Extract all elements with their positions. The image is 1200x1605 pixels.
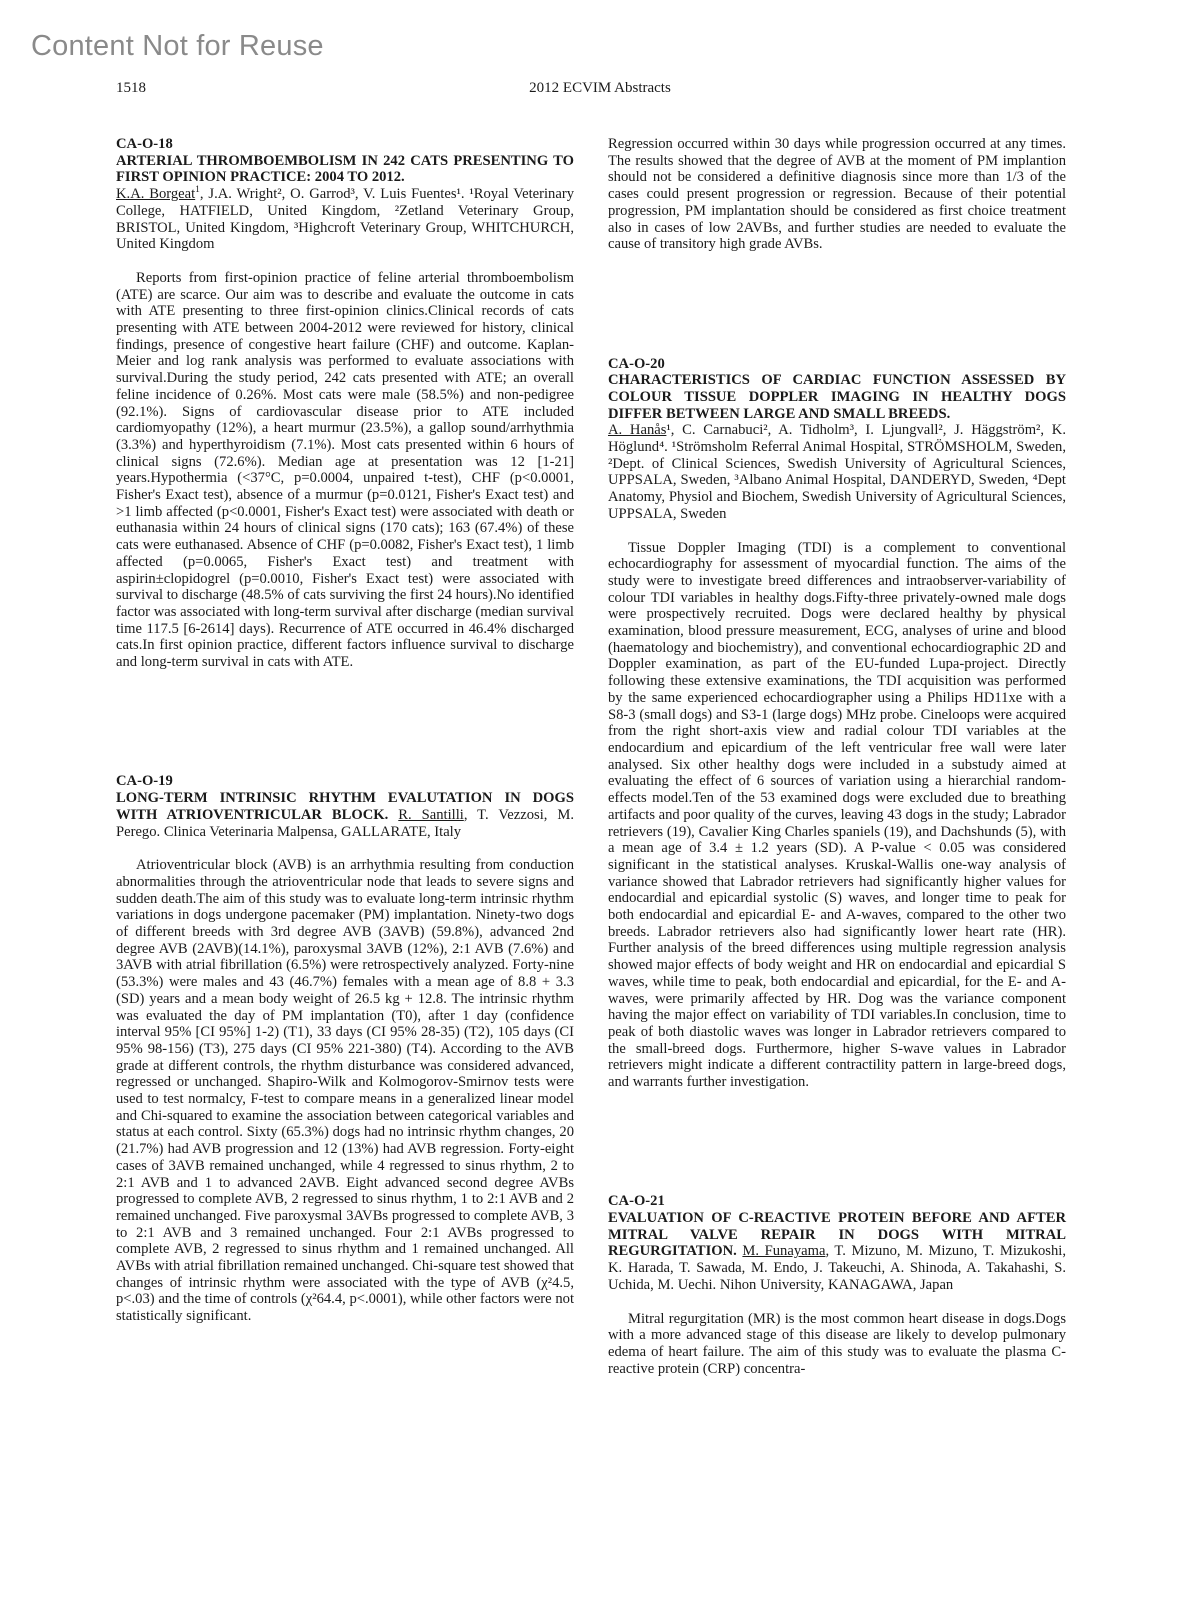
co-authors: ¹, C. Carnabuci², A. Tidholm³, I. Ljungvall², J. Häggström², K. Höglund⁴. ¹Strömsholm Referral Animal Hospital, STRÖMSHOLM, Sweden, ²Dept. of Clinical Sciences, Swedish University of Agricultural Sciences, UPPSALA, Sweden, ³Albano Animal Hospital, DANDERYD, Sweden, ⁴Dept Anatomy, Physiol and Biochem, Swedish University of Agricultural Sciences, UPPSALA, Sweden [608, 422, 1066, 522]
abstract-authors [608, 422, 1066, 522]
affiliation-mark: 1 [195, 185, 200, 196]
section-gap [116, 685, 574, 773]
abstract-id: CA-O-21 [608, 1193, 665, 1210]
abstract-ca-o-20 [608, 356, 1066, 1091]
abstract-title: EVALUATION OF C-REACTIVE PROTEIN BEFORE AND AFTER MITRAL VALVE REPAIR IN DOGS WITH MITRAL REGURGITATION. [608, 1210, 1066, 1260]
abstract-title: CHARACTERISTICS OF CARDIAC FUNCTION ASSESSED BY COLOUR TISSUE DOPPLER IMAGING IN HEALTHY DOGS DIFFER BETWEEN LARGE AND SMALL BREEDS. [608, 372, 1066, 422]
right-column [608, 136, 1066, 1392]
section-gap [608, 1105, 1066, 1193]
presenting-author: A. Hanås [608, 422, 667, 439]
abstract-title-and-authors [116, 790, 574, 840]
abstract-authors [116, 186, 574, 253]
abstract-continuation: Regression occurred within 30 days while progression occurred at any times. The results showed that the degree of AVB at the moment of PM implantion should not be considered a definitive diagnosis since more than 1/3 of the cases could present progression or regression. Because of their potential progression, PM implantation should be considered as first choice treatment also in cases of low 2AVBs, and further studies are needed to evaluate the cause of transitory high grade AVBs. [608, 136, 1066, 253]
abstract-title: ARTERIAL THROMBOEMBOLISM IN 242 CATS PRESENTING TO FIRST OPINION PRACTICE: 2004 TO 2012. [116, 152, 574, 186]
abstract-body: Mitral regurgitation (MR) is the most common heart disease in dogs.Dogs with a more advanced stage of this disease are likely to develop pulmonary edema of heart failure. The aim of this study was to evaluate the plasma C-reactive protein (CRP) concentra- [608, 1310, 1066, 1377]
abstract-ca-o-19 [116, 773, 574, 1325]
section-gap [608, 268, 1066, 356]
co-authors: , T. Vezzosi, M. Perego. Clinica Veterinaria Malpensa, GALLARATE, Italy [116, 806, 575, 840]
abstract-id: CA-O-19 [116, 773, 173, 790]
abstract-id: CA-O-20 [608, 355, 665, 372]
presenting-author: M. Funayama [742, 1243, 826, 1260]
page-number: 1518 [116, 80, 146, 96]
presenting-author: K.A. Borgeat [116, 186, 196, 203]
abstract-id: CA-O-18 [116, 136, 173, 152]
abstract-title-and-authors [608, 1210, 1066, 1294]
abstract-body: Atrioventricular block (AVB) is an arrhythmia resulting from conduction abnormalities through the atrioventricular node that leads to severe signs and sudden death.The aim of this study was to evaluate long-term intrinsic rhythm variations in dogs undergone pacemaker (PM) implantation. Ninety-two dogs of different breeds with 3rd degree AVB (3AVB) (59.8%), advanced 2nd degree AVB (2AVB)(14.1%), paroxysmal 3AVB (12%), 2:1 AVB (7.6%) and 3AVB with atrial fibrillation (6.5%) were retrospectively analyzed. Forty-nine (53.3%) were males and 43 (46.7%) females with a mean age of 8.8 + 3.3 (SD) years and a mean body weight of 26.5 kg + 12.8. The intrinsic rhythm was evaluated the day of PM implantation (T0), after 1 day (confidence interval 95% [CI 95%] 1-2) (T1), 33 days (CI 95% 28-35) (T2), 105 days (CI 95% 98-156) (T3), 275 days (CI 95% 221-380) (T4). According to the AVB grade at different controls, the rhythm disturbance was considered advanced, regressed or unchanged. Shapiro-Wilk and Kolmogorov-Smirnov tests were used to test normalcy, F-test to compare means in a generalized linear model and Chi-squared to examine the association between categorical variables and status at each control. Sixty (65.3%) dogs had no intrinsic rhythm changes, 20 (21.7%) had AVB progression and 12 (13%) had AVB regression. Forty-eight cases of 3AVB remained unchanged, while 4 regressed to sinus rhythm, 2 to 2:1 AVB and 1 to advanced 2AVB. Eight advanced second degree AVBs progressed to complete AVB, 2 regressed to sinus rhythm, 1 to 2:1 AVB and 2 remained unchanged. Five paroxysmal 3AVBs progressed to complete AVB, 3 to 2:1 AVB and 3 remained unchanged. Four 2:1 AVBs progressed to complete AVB, 2 regressed to sinus rhythm and 1 remained unchanged. All AVBs with atrial fibrillation remained unchanged. Chi-square test showed that changes of intrinsic rhythm were associated with the type of AVB (χ²4.5, p<.03) and the time of controls (χ²64.4, p<.0001), while other factors were not statistically significant. [116, 857, 574, 1325]
co-authors: , J.A. Wright², O. Garrod³, V. Luis Fuentes¹. ¹Royal Veterinary College, HATFIELD, United Kingdom, ²Zetland Veterinary Group, BRISTOL, United Kingdom, ³Highcroft Veterinary Group, WHITCHURCH, United Kingdom [116, 186, 574, 253]
presenting-author: R. Santilli [398, 806, 464, 823]
abstract-title: LONG-TERM INTRINSIC RHYTHM EVALUTATION IN DOGS WITH ATRIOVENTRICULAR BLOCK. [116, 790, 574, 823]
running-header [116, 80, 1084, 102]
left-column [116, 136, 574, 1339]
abstract-ca-o-18 [116, 136, 574, 671]
abstract-body: Tissue Doppler Imaging (TDI) is a complement to conventional echocardiography for assessment of myocardial function. The aims of the study were to investigate breed differences and intraobserver-variability of colour TDI variables in healthy dogs.Fifty-three privately-owned male dogs were prospectively recruited. Dogs were declared healthy by physical examination, blood pressure measurement, ECG, analyses of urine and blood (haematology and biochemistry), and conventional echocardiographic 2D and Doppler examination, as part of the EU-funded Lupa-project. Directly following these extensive examinations, the TDI acquisition was performed by the same experienced echocardiographer using a Philips HD11xe with a S8-3 (small dogs) and S3-1 (large dogs) MHz probe. Cineloops were acquired from the right short-axis view and radial colour TDI variables at the endocardium and epicardium of the left ventricular free wall were later analysed. Six other healthy dogs were included in a substudy aimed at evaluating the effect of 6 sources of variation using a hierarchial random-effects model.Ten of the 53 examined dogs were excluded due to breathing artifacts and poor quality of the curves, leaving 43 dogs in the study; Labrador retrievers (19), Cavalier King Charles spaniels (19), and Dachshunds (5), with a mean age of 3.4 ± 1.2 years (SD). A P-value < 0.05 was considered significant in the statistical analyses. Kruskal-Wallis one-way analysis of variance showed that Labrador retrievers had significantly higher values for endocardial and epicardial systolic (S) waves, and longer time to peak for both endocardial and epicardial E- and A-waves, compared to the other two breeds. Labrador retrievers also had significantly lower heart rate (HR). Further analysis of the breed differences using multiple regression analysis showed major effects of body weight and HR on endocardial and epicardial S waves, while time to peak, both endocardial and epicardial, for the E- and A-waves, were primarily affected by HR. Dog was the variance component having the major effect on variability of TDI variables.In conclusion, time to peak of both diastolic waves was longer in Labrador retrievers compared to the small-breed dogs. Furthermore, higher S-wave values in Labrador retrievers might indicate a different contractility pattern in large-breed dogs, and warrants further investigation. [608, 539, 1066, 1091]
abstract-ca-o-21 [608, 1193, 1066, 1377]
co-authors: , T. Mizuno, M. Mizuno, T. Mizukoshi, K. Harada, T. Sawada, M. Endo, J. Takeuchi, A. Shinoda, A. Takahashi, S. Uchida, M. Uechi. Nihon University, KANAGAWA, Japan [608, 1243, 1066, 1293]
journal-title: 2012 ECVIM Abstracts [529, 80, 671, 96]
watermark: Content Not for Reuse [31, 30, 324, 62]
abstract-body: Reports from first-opinion practice of feline arterial thromboembolism (ATE) are scarce. Our aim was to describe and evaluate the outcome in cats with ATE presenting to three first-opinion clinics.Clinical records of cats presenting with ATE between 2004-2012 were reviewed for history, clinical findings, presence of congestive heart failure (CHF) and outcome. Kaplan-Meier and log rank analysis was performed to evaluate associations with survival.During the study period, 242 cats presented with ATE; an overall feline incidence of 0.26%. Most cats were male (58.5%) and non-pedigree (92.1%). Signs of cardiovascular disease prior to ATE included cardiomyopathy (12%), a heart murmur (23.5%), a gallop sound/arrhythmia (3.3%) and hyperthyroidism (7.1%). Most cats presented within 6 hours of clinical signs (72.6%). Median age at presentation was 12 [1-21] years.Hypothermia (<37°C, p=0.0004, unpaired t-test), CHF (p<0.0001, Fisher's Exact test), absence of a murmur (p=0.0121, Fisher's Exact test) and >1 limb affected (p<0.0001, Fisher's Exact test) were associated with death or euthanasia within 24 hours of clinical signs (170 cats); 163 (67.4%) of these cats were euthanased. Absence of CHF (p=0.0082, Fisher's Exact test), 1 limb affected (p=0.0065, Fisher's Exact test) and treatment with aspirin±clopidogrel (p=0.0010, Fisher's Exact test) were associated with survival to discharge (48.5% of cats surviving the first 24 hours).No identified factor was associated with long-term survival after discharge (median survival time 117.5 [6-2614] days). Recurrence of ATE occurred in 46.4% discharged cats.In first opinion practice, different factors influence survival to discharge and long-term survival in cats with ATE. [116, 269, 574, 671]
